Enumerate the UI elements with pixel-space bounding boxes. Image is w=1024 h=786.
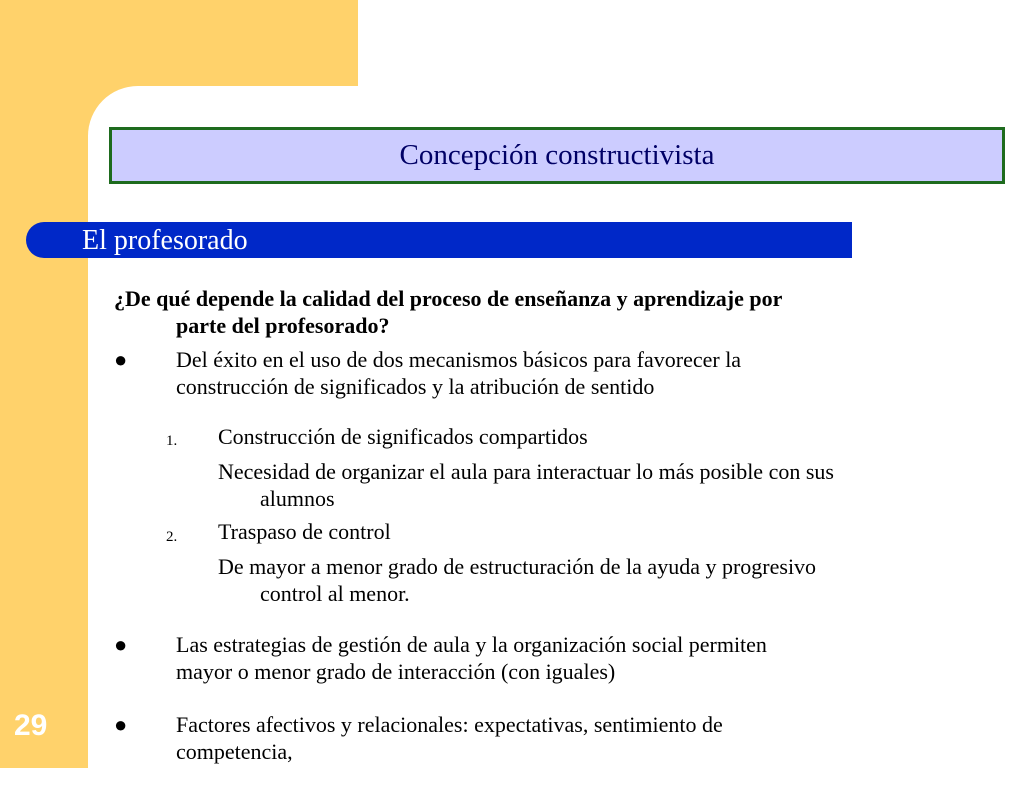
mechanism-1-title: Construcción de significados compartidos bbox=[218, 424, 588, 449]
bullet-1-line-2: construcción de significados y la atribución de sentido bbox=[176, 374, 655, 399]
slide-title: Concepción constructivista bbox=[399, 139, 715, 171]
mechanism-2-detail-line-1: De mayor a menor grado de estructuración de la ayuda y progresivo bbox=[218, 554, 817, 579]
mechanism-1-number: 1. bbox=[166, 433, 178, 449]
bullet-2-line-1: Las estrategias de gestión de aula y la organización social permiten bbox=[176, 632, 767, 657]
bullet-2-line-2: mayor o menor grado de interacción (con iguales) bbox=[176, 659, 616, 684]
bullet-symbol-2: ● bbox=[114, 632, 128, 657]
mechanism-2-number: 2. bbox=[166, 529, 178, 545]
section-title: El profesorado bbox=[82, 225, 248, 256]
bullet-symbol-3: ● bbox=[114, 712, 128, 737]
mechanism-1-detail-line-2: alumnos bbox=[260, 486, 335, 511]
mechanism-2-title: Traspaso de control bbox=[218, 519, 391, 544]
mechanism-2-detail-line-2: control al menor. bbox=[260, 581, 410, 606]
question-line-1: ¿De qué depende la calidad del proceso de enseñanza y aprendizaje por bbox=[114, 286, 783, 311]
mechanism-1-detail-line-1: Necesidad de organizar el aula para interactuar lo más posible con sus bbox=[218, 459, 834, 484]
question-line-2: parte del profesorado? bbox=[176, 313, 390, 338]
bullet-3-line-1: Factores afectivos y relacionales: expectativas, sentimiento de bbox=[176, 712, 723, 737]
bullet-symbol-1: ● bbox=[114, 347, 128, 372]
slide-number: 29 bbox=[14, 709, 48, 742]
bullet-3-line-2: competencia, bbox=[176, 739, 293, 764]
bullet-1-line-1: Del éxito en el uso de dos mecanismos básicos para favorecer la bbox=[176, 347, 742, 372]
